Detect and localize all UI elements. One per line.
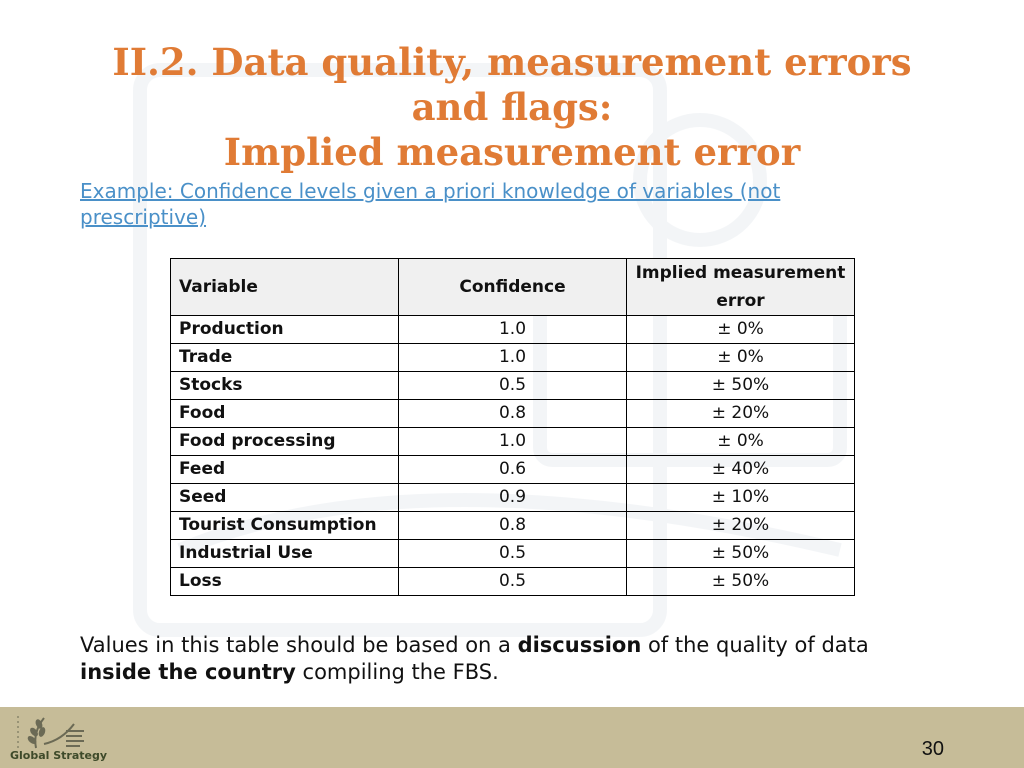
example-link-line-1[interactable]: Example: Confidence levels given a priori knowledge of variables (not (80, 179, 781, 203)
cell-variable: Stocks (171, 372, 399, 400)
table-row (171, 344, 855, 372)
note-paragraph (80, 632, 960, 686)
table-row (171, 540, 855, 568)
table-row (171, 456, 855, 484)
cell-error: ± 0% (627, 428, 855, 456)
cell-confidence: 0.5 (399, 568, 627, 596)
confidence-table (170, 258, 855, 596)
cell-confidence: 1.0 (399, 344, 627, 372)
cell-confidence: 0.9 (399, 484, 627, 512)
cell-variable: Loss (171, 568, 399, 596)
note-text-1: Values in this table should be based on a (80, 633, 518, 657)
cell-confidence: 0.5 (399, 372, 627, 400)
cell-error: ± 0% (627, 344, 855, 372)
cell-variable: Feed (171, 456, 399, 484)
cell-variable: Seed (171, 484, 399, 512)
header-variable: Variable (171, 259, 399, 316)
cell-variable: Production (171, 316, 399, 344)
table-row (171, 400, 855, 428)
header-implied-error: Implied measurement error (627, 259, 855, 316)
table-row (171, 568, 855, 596)
note-bold-inside-country: inside the country (80, 660, 296, 684)
cell-error: ± 50% (627, 540, 855, 568)
header-confidence: Confidence (399, 259, 627, 316)
note-text-3: compiling the FBS. (295, 660, 499, 684)
title-line-1: II.2. Data quality, measurement errors (112, 40, 912, 84)
title-line-2: and flags: (411, 85, 613, 129)
slide-title (60, 40, 964, 175)
cell-variable: Tourist Consumption (171, 512, 399, 540)
cell-variable: Trade (171, 344, 399, 372)
cell-error: ± 20% (627, 400, 855, 428)
note-text-2: of the quality of data (641, 633, 869, 657)
title-line-3: Implied measurement error (223, 130, 801, 174)
cell-error: ± 10% (627, 484, 855, 512)
cell-confidence: 0.6 (399, 456, 627, 484)
example-link[interactable] (80, 178, 880, 230)
table-row (171, 372, 855, 400)
logo-label: Global Strategy (10, 749, 108, 762)
cell-confidence: 0.8 (399, 512, 627, 540)
cell-variable: Food processing (171, 428, 399, 456)
cell-confidence: 0.5 (399, 540, 627, 568)
page-number: 30 (921, 738, 944, 760)
note-bold-discussion: discussion (517, 633, 642, 657)
cell-error: ± 50% (627, 568, 855, 596)
cell-variable: Food (171, 400, 399, 428)
cell-confidence: 1.0 (399, 428, 627, 456)
cell-confidence: 1.0 (399, 316, 627, 344)
cell-variable: Industrial Use (171, 540, 399, 568)
cell-error: ± 20% (627, 512, 855, 540)
cell-error: ± 50% (627, 372, 855, 400)
table-row (171, 428, 855, 456)
cell-confidence: 0.8 (399, 400, 627, 428)
cell-error: ± 40% (627, 456, 855, 484)
table-row (171, 316, 855, 344)
cell-error: ± 0% (627, 316, 855, 344)
footer-band (0, 707, 1024, 768)
example-link-line-2[interactable]: prescriptive) (80, 205, 207, 229)
table-row (171, 512, 855, 540)
table-header-row (171, 259, 855, 316)
table-row (171, 484, 855, 512)
